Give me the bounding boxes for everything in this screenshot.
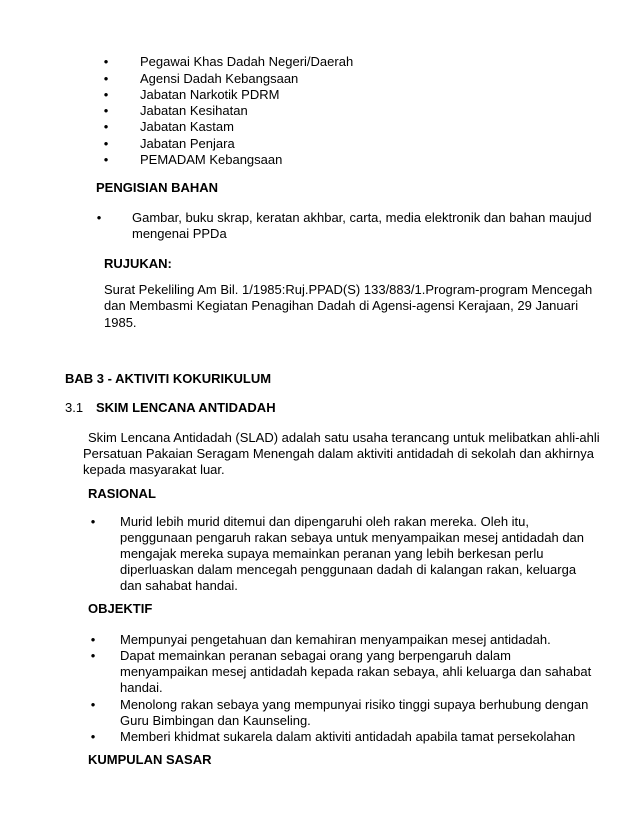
rujukan-line: Surat Pekeliling Am Bil. 1/1985:Ruj.PPAD(S) 133/883/1.Program-program Mencegah: [104, 282, 593, 297]
intro-line: kepada masyarakat luar.: [83, 462, 225, 477]
rujukan-line: 1985.: [104, 315, 137, 330]
objektif-line: Menolong rakan sebaya yang mempunyai risiko tinggi supaya berhubung dengan: [120, 697, 589, 712]
intro-line: Persatuan Pakaian Seragam Menengah dalam aktiviti antidadah di sekolah dan akhirnya: [83, 446, 594, 461]
pengisian-heading: PENGISIAN BAHAN: [96, 180, 219, 195]
chapter-heading: BAB 3 - AKTIVITI KOKURIKULUM: [65, 371, 272, 386]
agency-text: Jabatan Penjara: [140, 136, 235, 151]
bullet-icon: •: [103, 87, 109, 102]
bullet-icon: •: [103, 54, 109, 69]
bullet-icon: •: [103, 152, 109, 167]
rasional-line: Murid lebih murid ditemui dan dipengaruhi oleh rakan mereka. Oleh itu,: [120, 514, 529, 529]
bullet-icon: •: [103, 119, 109, 134]
objektif-line: Memberi khidmat sukarela dalam aktiviti antidadah apabila tamat persekolahan: [120, 729, 576, 744]
bullet-icon: •: [96, 210, 102, 225]
rasional-line: diperluaskan dalam mencegah penggunaan dadah di kalangan rakan, keluarga: [120, 562, 577, 577]
agency-text: Jabatan Kesihatan: [140, 103, 248, 118]
rasional-heading: RASIONAL: [88, 486, 156, 501]
pengisian-line: mengenai PPDa: [132, 226, 227, 241]
agency-text: PEMADAM Kebangsaan: [140, 152, 283, 167]
agency-text: Jabatan Narkotik PDRM: [140, 87, 280, 102]
bullet-icon: •: [90, 632, 96, 647]
section-number: 3.1: [65, 400, 84, 415]
intro-line: Skim Lencana Antidadah (SLAD) adalah satu usaha terancang untuk melibatkan ahli-ahli: [88, 430, 600, 445]
section-title: SKIM LENCANA ANTIDADAH: [96, 400, 276, 415]
agency-text: Agensi Dadah Kebangsaan: [140, 71, 299, 86]
objektif-line: menyampaikan mesej antidadah kepada rakan sebaya, ahli keluarga dan sahabat: [120, 664, 592, 679]
bullet-icon: •: [103, 71, 109, 86]
objektif-line: Guru Bimbingan dan Kaunseling.: [120, 713, 311, 728]
agency-text: Jabatan Kastam: [140, 119, 234, 134]
rujukan-heading: RUJUKAN:: [104, 256, 172, 271]
bullet-icon: •: [103, 136, 109, 151]
bullet-icon: •: [90, 697, 96, 712]
agency-text: Pegawai Khas Dadah Negeri/Daerah: [140, 54, 354, 69]
bullet-icon: •: [103, 103, 109, 118]
bullet-icon: •: [90, 648, 96, 663]
rujukan-line: dan Membasmi Kegiatan Penagihan Dadah di Agensi-agensi Kerajaan, 29 Januari: [104, 298, 579, 313]
pengisian-line: Gambar, buku skrap, keratan akhbar, carta, media elektronik dan bahan maujud: [132, 210, 592, 225]
objektif-line: Mempunyai pengetahuan dan kemahiran menyampaikan mesej antidadah.: [120, 632, 551, 647]
rasional-line: dan sahabat handai.: [120, 578, 238, 593]
bullet-icon: •: [90, 729, 96, 744]
kumpulan-heading: KUMPULAN SASAR: [88, 752, 212, 767]
rasional-line: penggunaan pengaruh rakan sebaya untuk menyampaikan mesej antidadah dan: [120, 530, 585, 545]
objektif-line: Dapat memainkan peranan sebagai orang yang berpengaruh dalam: [120, 648, 511, 663]
rasional-line: mengajak mereka supaya memainkan peranan yang lebih berkesan perlu: [120, 546, 544, 561]
objektif-heading: OBJEKTIF: [88, 601, 153, 616]
objektif-line: handai.: [120, 680, 163, 695]
bullet-icon: •: [90, 514, 96, 529]
